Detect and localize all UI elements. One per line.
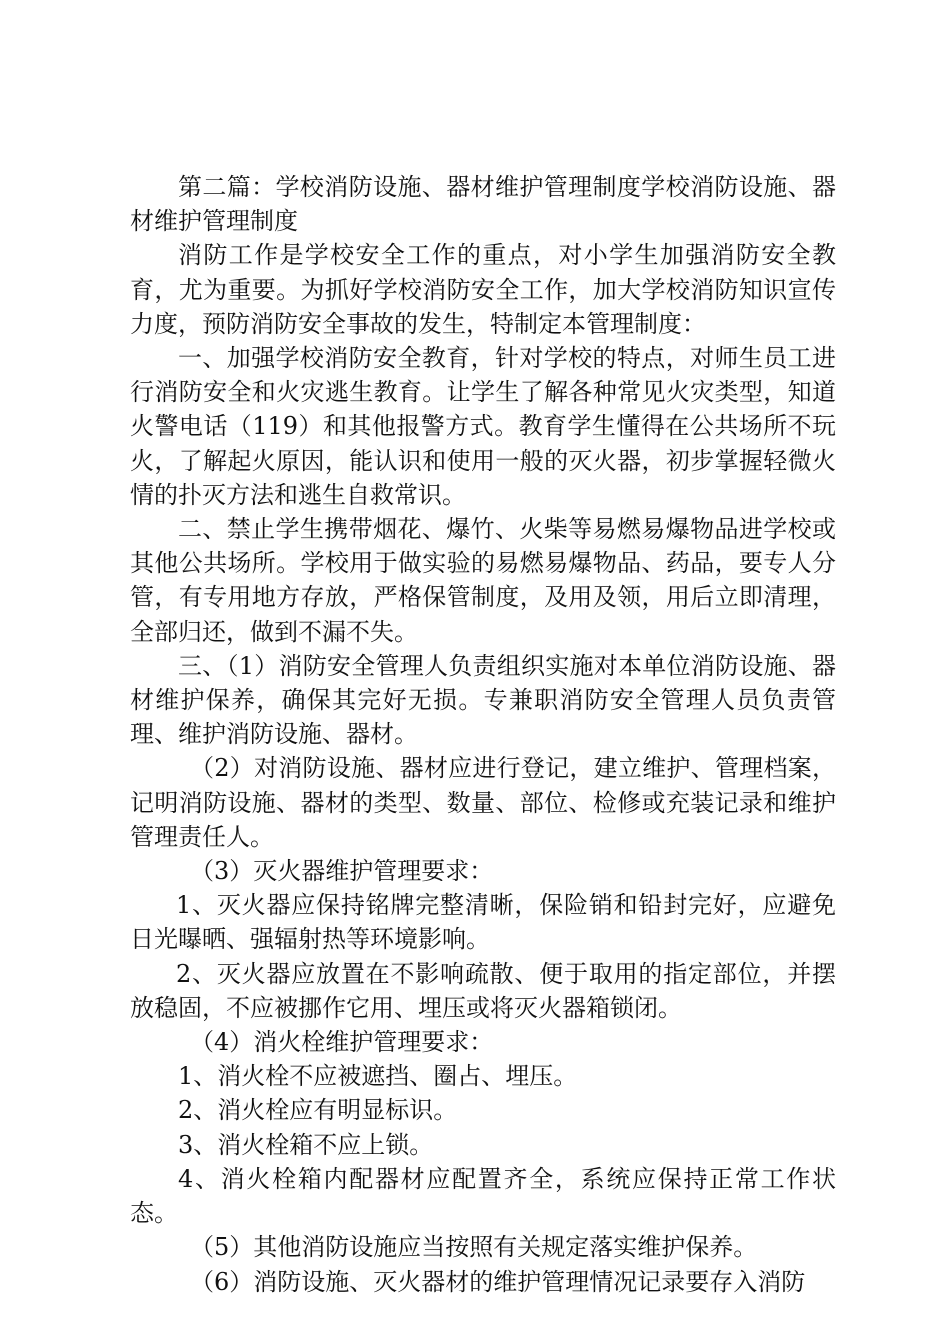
hydrant-item-3: 3、消火栓箱不应上锁。 xyxy=(178,1130,434,1159)
section-1-paragraph: 一、加强学校消防安全教育，针对学校的特点，对师生员工进行消防安全和火灾逃生教育。让学生了解各种常见火灾类型，知道火警电话（119）和其他报警方式。教育学生懂得在公共场所不玩火，了解起火原因，能认识和使用一般的灭火器，初步掌握轻微火情的扑灭方法和逃生自救常识。 xyxy=(130,344,836,509)
section-3-4-heading: （4）消火栓维护管理要求： xyxy=(190,1028,494,1057)
section-3-1-paragraph: 三、（1）消防安全管理人负责组织实施对本单位消防设施、器材维护保养，确保其完好无损。专兼职消防安全管理人员负责管理、维护消防设施、器材。 xyxy=(130,651,836,749)
extinguisher-item-1: 1、灭火器应保持铭牌完整清晰，保险销和铅封完好，应避免日光曝晒、强辐射热等环境影响。 xyxy=(130,891,836,954)
section-2-paragraph: 二、禁止学生携带烟花、爆竹、火柴等易燃易爆物品进学校或其他公共场所。学校用于做实验的易燃易爆物品、药品，要专人分管，有专用地方存放，严格保管制度，及用及领，用后立即清理，全部归还，做到不漏不失。 xyxy=(130,515,836,646)
intro-paragraph: 消防工作是学校安全工作的重点，对小学生加强消防安全教育，尤为重要。为抓好学校消防安全工作，加大学校消防知识宣传力度，预防消防安全事故的发生，特制定本管理制度： xyxy=(130,241,836,338)
document-title: 第二篇：学校消防设施、器材维护管理制度学校消防设施、器材维护管理制度 xyxy=(130,173,836,236)
hydrant-item-2: 2、消火栓应有明显标识。 xyxy=(178,1096,458,1125)
section-3-2-paragraph: （2）对消防设施、器材应进行登记，建立维护、管理档案，记明消防设施、器材的类型、数量、部位、检修或充装记录和维护管理责任人。 xyxy=(130,754,836,851)
document-body xyxy=(130,170,836,1299)
section-3-5-paragraph: （5）其他消防设施应当按照有关规定落实维护保养。 xyxy=(190,1233,758,1262)
extinguisher-item-2: 2、灭火器应放置在不影响疏散、便于取用的指定部位，并摆放稳固，不应被挪作它用、埋压或将灭火器箱锁闭。 xyxy=(130,959,836,1022)
hydrant-item-1: 1、消火栓不应被遮挡、圈占、埋压。 xyxy=(178,1062,578,1091)
section-3-6-paragraph: （6）消防设施、灭火器材的维护管理情况记录要存入消防 xyxy=(190,1267,806,1296)
section-3-3-heading: （3）灭火器维护管理要求： xyxy=(190,857,494,886)
hydrant-item-4: 4、消火栓箱内配器材应配置齐全，系统应保持正常工作状态。 xyxy=(130,1164,836,1228)
